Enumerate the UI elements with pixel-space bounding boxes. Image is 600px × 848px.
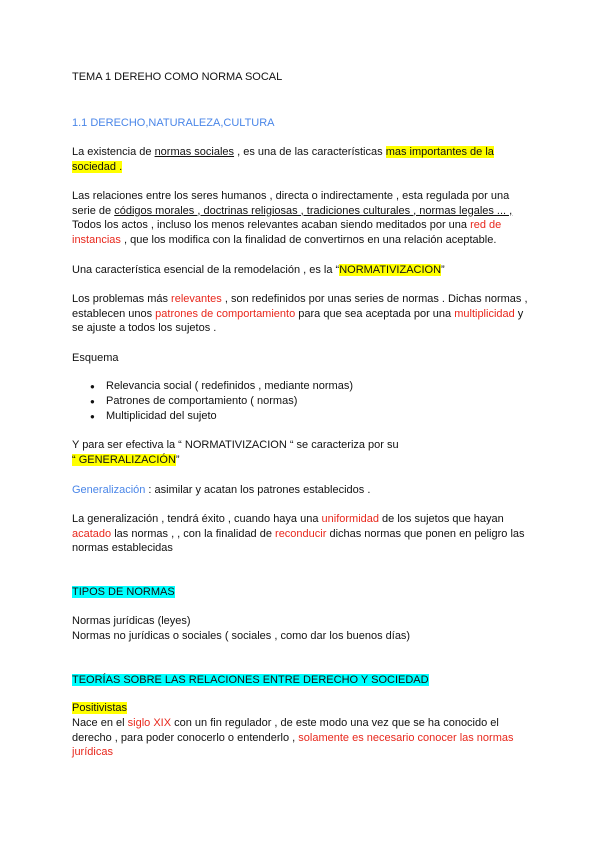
list-item: ● Patrones de comportamiento ( normas) xyxy=(106,394,532,409)
red-uniformidad: uniformidad xyxy=(321,513,379,525)
positivistas-text: Positivistas xyxy=(72,702,128,714)
paragraph-uniformidad: La generalización , tendrá éxito , cuando haya una uniformidad de los sujetos que hayan acatado las normas , , con la finalidad de reconducir dichas normas que ponen en peligro las normas establecidas xyxy=(72,513,525,554)
esquema-label: Esquema xyxy=(72,352,119,364)
esquema-list xyxy=(72,379,532,424)
highlight-importantes: mas importantes de la sociedad . xyxy=(72,146,494,173)
teorias-heading-text: TEORÍAS SOBRE LAS RELACIONES ENTRE DERECHO Y SOCIEDAD xyxy=(72,674,429,686)
red-reconducir: reconducir xyxy=(275,527,327,540)
blue-generalizacion: Generalización xyxy=(72,484,146,496)
red-acatado: acatado xyxy=(72,527,112,540)
tipos-heading-text: TIPOS DE NORMAS xyxy=(72,586,175,598)
positivistas-label xyxy=(72,701,532,716)
heading-teorias xyxy=(72,673,532,688)
red-relevantes: relevantes xyxy=(171,293,222,305)
underlined-normas-sociales: normas sociales xyxy=(154,146,235,158)
list-item: ● Multiplicidad del sujeto xyxy=(106,409,532,424)
paragraph-relaciones: Las relaciones entre los seres humanos , directa o indirectamente , esta regulada por una serie de códigos morales , doctrinas religiosas , tradiciones culturales , normas legales ... , Todos los actos , incluso los menos relevantes acaban siendo meditados por una red de instancias , que los modifica con la finalidad de convertirnos en una relación aceptable. xyxy=(72,190,513,246)
heading-tipos-de-normas xyxy=(72,585,532,600)
red-normas-juridicas: solamente es necesario conocer las normas jurídicas xyxy=(72,731,514,758)
title-text: TEMA 1 DEREHO COMO NORMA SOCAL xyxy=(72,71,283,83)
paragraph-generalizacion-def: Generalización : asimilar y acatan los patrones establecidos . xyxy=(72,484,371,496)
red-red-de-instancias: red de instancias xyxy=(72,219,502,246)
red-patrones: patrones de comportamiento xyxy=(155,307,296,320)
paragraph-positivistas: Nace en el siglo XIX con un fin regulador , de este modo una vez que se ha conocido el derecho , para poder conocerlo o entenderlo , solamente es necesario conocer las normas jurídicas xyxy=(72,717,514,758)
section-heading-text: 1.1 DERECHO,NATURALEZA,CULTURA xyxy=(72,117,275,129)
red-multiplicidad: multiplicidad xyxy=(454,307,515,320)
document-title xyxy=(72,70,532,85)
list-item: Normas jurídicas (leyes) xyxy=(72,615,191,627)
paragraph-normativizacion: Una característica esencial de la remodelación , es la “NORMATIVIZACION” xyxy=(72,264,445,276)
red-siglo-xix: siglo XIX xyxy=(127,717,172,729)
highlight-generalizacion: “ GENERALIZACIÓN xyxy=(72,453,176,466)
paragraph-generalizacion-intro: Y para ser efectiva la “ NORMATIVIZACION “ se caracteriza por su “ GENERALIZACIÓN” xyxy=(72,439,399,466)
underlined-codigos: códigos morales , doctrinas religiosas , tradiciones culturales , normas legales ... , xyxy=(114,204,513,217)
list-item: ● Relevancia social ( redefinidos , mediante normas) xyxy=(106,379,532,394)
section-heading-1-1 xyxy=(72,116,532,131)
paragraph-normas-sociales: La existencia de normas sociales , es una de las características mas importantes de la sociedad . xyxy=(72,146,494,173)
list-item: Normas no jurídicas o sociales ( sociales , como dar los buenos días) xyxy=(72,629,411,642)
tipos-list xyxy=(72,614,532,643)
paragraph-problemas: Los problemas más relevantes , son redefinidos por unas series de normas . Dichas normas , establecen unos patrones de comportamiento para que sea aceptada por una multiplicidad y se ajuste a todos los sujetos . xyxy=(72,293,528,334)
highlight-normativizacion: NORMATIVIZACION xyxy=(339,264,442,276)
